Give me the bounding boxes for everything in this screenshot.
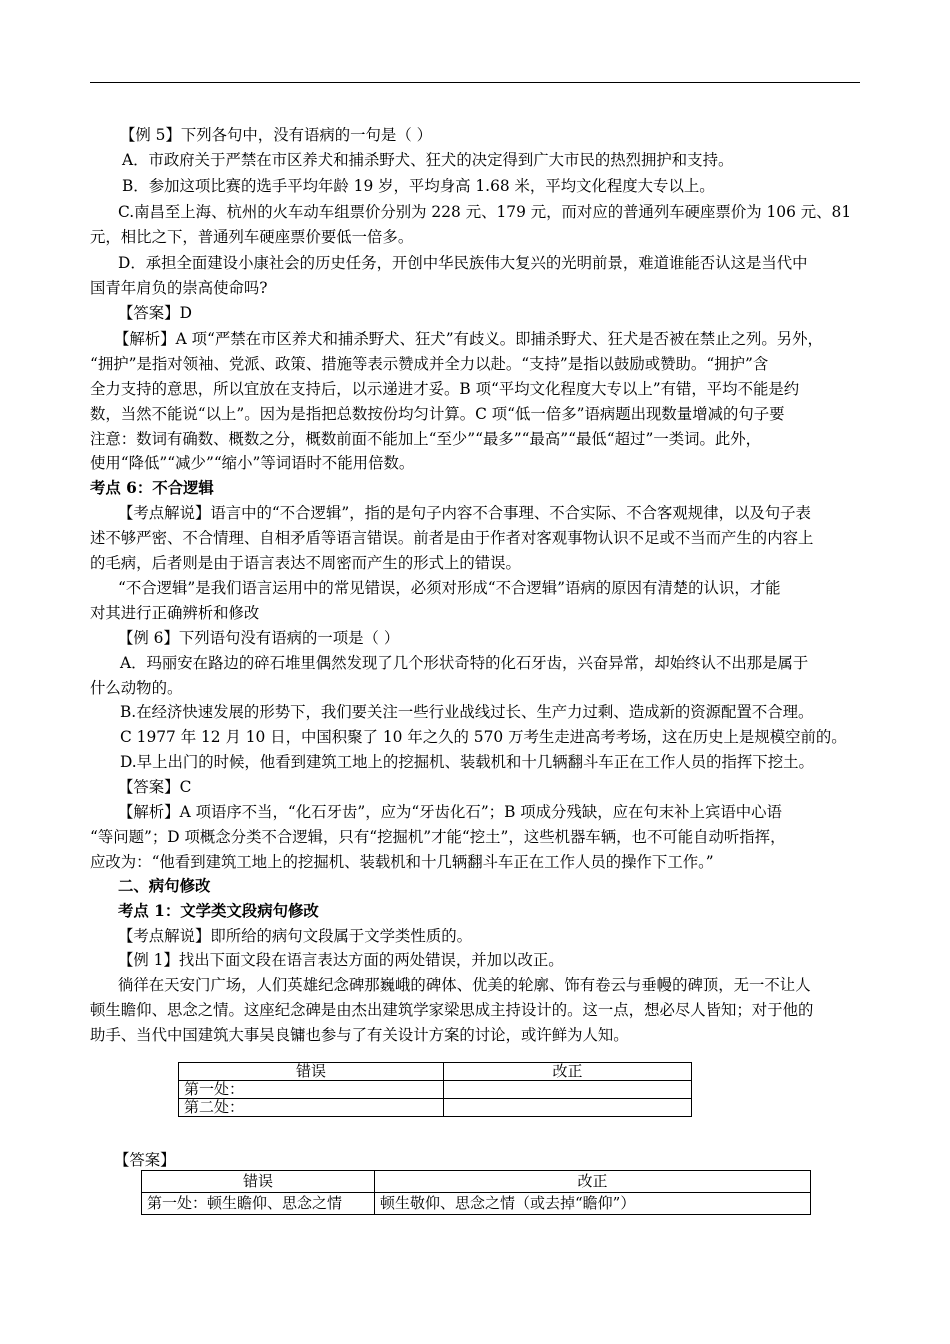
ex5-analysis-line: “拥护”是指对领袖、党派、政策、措施等表示赞成并全力以赴。“支持”是指以鼓励或赞助。“拥护”含 (90, 355, 769, 373)
ex5-option-b: B．参加这项比赛的选手平均年龄 19 岁，平均身高 1.68 米，平均文化程度大专以上。 (122, 177, 715, 195)
ex5-analysis-line: 使用“降低”“减少”“缩小”等词语时不能用倍数。 (90, 454, 415, 472)
header-rule (90, 82, 860, 83)
table-row (179, 1081, 692, 1099)
table-cell: 第一处：顿生瞻仰、思念之情 (142, 1193, 375, 1215)
table-header-row (179, 1063, 692, 1081)
table-row (142, 1193, 811, 1215)
table-row (179, 1099, 692, 1117)
table-cell (444, 1099, 692, 1117)
kd1-explain: 【考点解说】即所给的病句文段属于文学类性质的。 (118, 927, 472, 945)
ex5-option-d-line1: D．承担全面建设小康社会的历史任务，开创中华民族伟大复兴的光明前景，难道谁能否认这是当代中 (118, 254, 808, 272)
ex6-stem: 【例 6】下列语句没有语病的一项是（ ） (118, 629, 400, 647)
ex5-option-a: A．市政府关于严禁在市区养犬和捕杀野犬、狂犬的决定得到广大市民的热烈拥护和支持。 (122, 151, 734, 169)
kd1-title: 考点 1：文学类文段病句修改 (118, 902, 319, 920)
ex6-option-d: D.早上出门的时候，他看到建筑工地上的挖掘机、装载机和十几辆翻斗车正在工作人员的指挥下挖土。 (120, 753, 814, 771)
ex6-analysis-line: “等问题”；D 项概念分类不合逻辑，只有“挖掘机”才能“挖土”，这些机器车辆，也不可能自动听指挥， (90, 828, 786, 846)
ex5-option-c-line1: C.南昌至上海、杭州的火车动车组票价分别为 228 元、179 元，而对应的普通列车硬座票价为 106 元、81 (118, 203, 852, 221)
answer-label: 【答案】 (114, 1151, 176, 1169)
table-header-cell: 改正 (375, 1171, 811, 1193)
ex5-option-c-line2: 元，相比之下，普通列车硬座票价要低一倍多。 (90, 228, 414, 246)
kd6-explain-line: 【考点解说】语言中的“不合逻辑”，指的是句子内容不合事理、不合实际、不合客观规律，以及句子表 (118, 504, 811, 522)
ex6-option-b: B.在经济快速发展的形势下，我们要关注一些行业战线过长、生产力过剩、造成新的资源配置不合理。 (120, 703, 814, 721)
table-header-cell: 错误 (142, 1171, 375, 1193)
table-cell (444, 1081, 692, 1099)
kd6-explain-line: 的毛病，后者则是由于语言表达不周密而产生的形式上的错误。 (90, 554, 521, 572)
kd6-title: 考点 6：不合逻辑 (90, 479, 214, 497)
ex6-answer: 【答案】C (118, 778, 192, 796)
kd6-note-line: “不合逻辑”是我们语言运用中的常见错误，必须对形成“不合逻辑”语病的原因有清楚的认识，才能 (118, 579, 781, 597)
table-header-cell: 改正 (444, 1063, 692, 1081)
table-header-row (142, 1171, 811, 1193)
ex1-passage-line: 徜徉在天安门广场，人们英雄纪念碑那巍峨的碑体、优美的轮廓、饰有卷云与垂幔的碑顶，无一不让人 (118, 976, 811, 994)
ex5-stem: 【例 5】下列各句中，没有语病的一句是（ ） (120, 126, 432, 144)
section-2-title: 二、病句修改 (118, 877, 211, 895)
table-header-cell: 错误 (179, 1063, 444, 1081)
ex1-passage-line: 助手、当代中国建筑大事吴良镛也参与了有关设计方案的讨论，或许鲜为人知。 (90, 1026, 629, 1044)
ex5-option-d-line2: 国青年肩负的崇高使命吗? (90, 279, 268, 297)
error-correction-table (178, 1062, 692, 1117)
ex6-option-a-line2: 什么动物的。 (90, 679, 183, 697)
table-cell: 第二处： (179, 1099, 444, 1117)
ex6-option-a-line1: A．玛丽安在路边的碎石堆里偶然发现了几个形状奇特的化石牙齿，兴奋异常，却始终认不出那是属于 (120, 654, 809, 672)
ex5-analysis-line: 数，当然不能说“以上”。因为是指把总数按份均匀计算。C 项“低一倍多”语病题出现数量增减的句子要 (90, 405, 785, 423)
ex5-analysis-line: 【解析】A 项“严禁在市区养犬和捕杀野犬、狂犬”有歧义。即捕杀野犬、狂犬是否被在禁止之列。另外， (114, 330, 823, 348)
table-cell: 第一处： (179, 1081, 444, 1099)
kd6-note-line: 对其进行正确辨析和修改 (90, 604, 260, 622)
kd6-explain-line: 述不够严密、不合情理、自相矛盾等语言错误。前者是由于作者对客观事物认识不足或不当而产生的内容上 (90, 529, 814, 547)
ex1-stem: 【例 1】找出下面文段在语言表达方面的两处错误，并加以改正。 (118, 951, 564, 969)
table-cell: 顿生敬仰、思念之情（或去掉“瞻仰”） (375, 1193, 811, 1215)
ex1-passage-line: 顿生瞻仰、思念之情。这座纪念碑是由杰出建筑学家梁思成主持设计的。这一点，想必尽人皆知；对于他的 (90, 1001, 814, 1019)
ex6-analysis-line: 应改为：“他看到建筑工地上的挖掘机、装载机和十几辆翻斗车正在工作人员的操作下工作。” (90, 853, 714, 871)
ex5-answer: 【答案】D (118, 304, 192, 322)
ex6-analysis-line: 【解析】A 项语序不当，“化石牙齿”，应为“牙齿化石”；B 项成分残缺，应在句末补上宾语中心语 (118, 803, 782, 821)
ex6-option-c: C 1977 年 12 月 10 日，中国积聚了 10 年之久的 570 万考生走进高考考场，这在历史上是规模空前的。 (120, 728, 847, 746)
answer-table (141, 1170, 811, 1215)
ex5-analysis-line: 注意：数词有确数、概数之分，概数前面不能加上“至少”“最多”“最高”“最低“超过”一类词。此外， (90, 430, 762, 448)
ex5-analysis-line: 全力支持的意思，所以宜放在支持后，以示递进才妥。B 项“平均文化程度大专以上”有错，平均不能是约 (90, 380, 800, 398)
